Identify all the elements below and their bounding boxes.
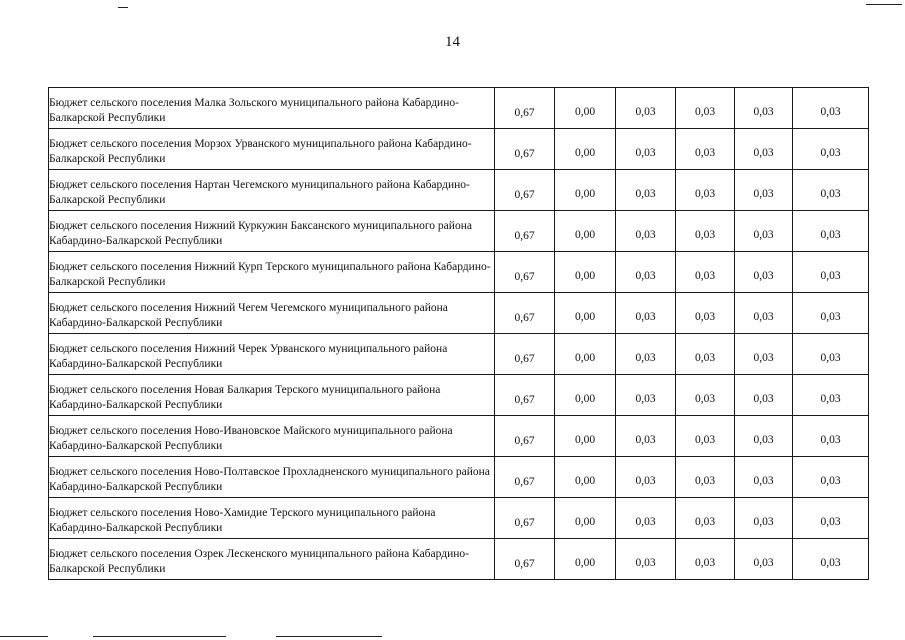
value-text: 0,03 bbox=[635, 311, 656, 323]
value-text: 0,67 bbox=[514, 352, 535, 365]
value-text: 0,67 bbox=[514, 311, 535, 324]
budget-name-cell bbox=[49, 88, 495, 129]
budget-name: Бюджет сельского поселения Морзох Урванского муниципального района Кабардино-Балкарской Республики bbox=[49, 137, 472, 165]
value-text: 0,00 bbox=[574, 188, 596, 200]
value-cell bbox=[735, 170, 793, 211]
value-text: 0,03 bbox=[635, 516, 656, 528]
value-cell bbox=[616, 129, 676, 170]
value-text: 0,67 bbox=[514, 270, 535, 283]
value-cell bbox=[676, 170, 735, 211]
budget-name-cell bbox=[49, 129, 495, 170]
value-text: 0,67 bbox=[514, 106, 535, 119]
value-text: 0,03 bbox=[753, 352, 774, 364]
value-text: 0,03 bbox=[820, 311, 841, 323]
value-cell bbox=[495, 211, 555, 252]
budget-name-cell bbox=[49, 457, 495, 498]
table-row bbox=[49, 334, 869, 375]
value-text: 0,00 bbox=[574, 352, 596, 364]
value-cell bbox=[735, 129, 793, 170]
value-cell bbox=[555, 129, 616, 170]
value-cell bbox=[495, 129, 555, 170]
value-cell bbox=[793, 457, 869, 498]
value-cell bbox=[616, 293, 676, 334]
value-cell bbox=[676, 88, 735, 129]
value-cell bbox=[495, 88, 555, 129]
table-row bbox=[49, 252, 869, 293]
value-text: 0,03 bbox=[820, 147, 841, 159]
value-cell bbox=[793, 334, 869, 375]
value-text: 0,03 bbox=[635, 270, 656, 282]
value-cell bbox=[495, 539, 555, 580]
table-row bbox=[49, 293, 869, 334]
value-cell bbox=[495, 293, 555, 334]
budget-name-cell bbox=[49, 211, 495, 252]
value-cell bbox=[735, 457, 793, 498]
value-cell bbox=[495, 334, 555, 375]
value-cell bbox=[495, 416, 555, 457]
budget-name-cell bbox=[49, 170, 495, 211]
value-text: 0,03 bbox=[820, 352, 841, 364]
value-cell bbox=[735, 334, 793, 375]
value-cell bbox=[793, 416, 869, 457]
table-row bbox=[49, 129, 869, 170]
value-text: 0,03 bbox=[820, 475, 841, 487]
value-cell bbox=[735, 211, 793, 252]
value-text: 0,03 bbox=[820, 393, 841, 405]
value-cell bbox=[735, 498, 793, 539]
value-text: 0,03 bbox=[694, 352, 716, 364]
budget-name: Бюджет сельского поселения Нижний Куркужин Баксанского муниципального района Кабардино-Балкарской Республики bbox=[49, 219, 472, 247]
value-cell bbox=[735, 416, 793, 457]
table-row bbox=[49, 498, 869, 539]
value-text: 0,03 bbox=[694, 434, 716, 446]
value-cell bbox=[495, 170, 555, 211]
budget-allocation-table bbox=[48, 87, 869, 580]
value-cell bbox=[793, 170, 869, 211]
value-cell bbox=[793, 88, 869, 129]
value-cell bbox=[555, 539, 616, 580]
budget-name: Бюджет сельского поселения Нартан Чегемского муниципального района Кабардино-Балкарской Республики bbox=[49, 178, 470, 206]
value-text: 0,03 bbox=[753, 311, 774, 323]
budget-name-cell bbox=[49, 375, 495, 416]
budget-name-cell bbox=[49, 416, 495, 457]
value-text: 0,00 bbox=[574, 516, 596, 528]
budget-name-cell bbox=[49, 252, 495, 293]
value-cell bbox=[616, 334, 676, 375]
value-text: 0,03 bbox=[694, 393, 716, 405]
value-text: 0,00 bbox=[574, 434, 596, 446]
value-text: 0,03 bbox=[753, 434, 774, 446]
value-cell bbox=[793, 375, 869, 416]
value-cell bbox=[616, 88, 676, 129]
value-cell bbox=[555, 170, 616, 211]
value-text: 0,03 bbox=[635, 475, 656, 487]
value-cell bbox=[793, 293, 869, 334]
budget-name: Бюджет сельского поселения Нижний Курп Терского муниципального района Кабардино-Балкарской Республики bbox=[49, 260, 491, 288]
value-text: 0,03 bbox=[635, 352, 656, 364]
budget-name: Бюджет сельского поселения Нижний Черек Урванского муниципального района Кабардино-Балкарской Республики bbox=[49, 342, 448, 370]
value-cell bbox=[676, 334, 735, 375]
value-text: 0,03 bbox=[694, 229, 716, 241]
value-text: 0,03 bbox=[753, 188, 774, 200]
value-cell bbox=[676, 375, 735, 416]
value-cell bbox=[676, 539, 735, 580]
page-number: 14 bbox=[445, 34, 460, 50]
value-cell bbox=[555, 416, 616, 457]
value-text: 0,03 bbox=[820, 106, 841, 118]
value-text: 0,00 bbox=[574, 229, 596, 241]
value-cell bbox=[676, 211, 735, 252]
value-text: 0,03 bbox=[753, 106, 774, 118]
table-row bbox=[49, 88, 869, 129]
value-text: 0,03 bbox=[694, 270, 716, 282]
value-text: 0,03 bbox=[753, 516, 774, 528]
budget-name-cell bbox=[49, 498, 495, 539]
value-text: 0,03 bbox=[820, 270, 841, 282]
value-cell bbox=[555, 293, 616, 334]
value-cell bbox=[555, 375, 616, 416]
value-text: 0,67 bbox=[514, 475, 535, 488]
budget-name: Бюджет сельского поселения Ново-Полтавское Прохладненского муниципального района Кабардино-Балкарской Республики bbox=[49, 465, 490, 493]
value-cell bbox=[555, 211, 616, 252]
value-text: 0,00 bbox=[574, 475, 596, 487]
value-text: 0,03 bbox=[635, 557, 656, 569]
value-text: 0,67 bbox=[514, 229, 535, 242]
value-text: 0,03 bbox=[635, 106, 656, 118]
value-text: 0,03 bbox=[820, 188, 841, 200]
value-text: 0,00 bbox=[574, 393, 596, 405]
table-row bbox=[49, 457, 869, 498]
value-cell bbox=[793, 211, 869, 252]
value-cell bbox=[495, 457, 555, 498]
value-cell bbox=[676, 457, 735, 498]
value-text: 0,67 bbox=[514, 393, 535, 406]
value-cell bbox=[676, 293, 735, 334]
scan-mark-bottom-left bbox=[0, 636, 48, 637]
value-cell bbox=[616, 375, 676, 416]
table-row bbox=[49, 416, 869, 457]
value-cell bbox=[616, 457, 676, 498]
value-cell bbox=[793, 539, 869, 580]
table-row bbox=[49, 375, 869, 416]
value-text: 0,00 bbox=[574, 270, 596, 282]
value-cell bbox=[616, 416, 676, 457]
value-text: 0,03 bbox=[635, 229, 656, 241]
budget-name-cell bbox=[49, 539, 495, 580]
value-text: 0,00 bbox=[574, 147, 596, 159]
value-text: 0,03 bbox=[820, 557, 841, 569]
value-cell bbox=[735, 293, 793, 334]
value-text: 0,00 bbox=[574, 106, 596, 118]
table-row bbox=[49, 211, 869, 252]
value-cell bbox=[555, 334, 616, 375]
value-cell bbox=[495, 375, 555, 416]
value-cell bbox=[793, 498, 869, 539]
value-cell bbox=[616, 539, 676, 580]
value-cell bbox=[735, 375, 793, 416]
table-body bbox=[49, 88, 869, 580]
value-text: 0,03 bbox=[635, 188, 656, 200]
budget-name: Бюджет сельского поселения Ново-Ивановское Майского муниципального района Кабардино-Балкарской Республики bbox=[49, 424, 453, 452]
budget-name: Бюджет сельского поселения Озрек Лескенского муниципального района Кабардино-Балкарской Республики bbox=[49, 547, 469, 575]
value-cell bbox=[616, 252, 676, 293]
value-cell bbox=[616, 498, 676, 539]
value-cell bbox=[735, 88, 793, 129]
value-text: 0,03 bbox=[753, 393, 774, 405]
value-cell bbox=[735, 539, 793, 580]
value-text: 0,03 bbox=[753, 229, 774, 241]
value-cell bbox=[616, 170, 676, 211]
budget-name: Бюджет сельского поселения Новая Балкария Терского муниципального района Кабардино-Балкарской Республики bbox=[49, 383, 441, 411]
value-text: 0,03 bbox=[635, 434, 656, 446]
value-cell bbox=[555, 457, 616, 498]
value-text: 0,03 bbox=[635, 147, 656, 159]
budget-name: Бюджет сельского поселения Ново-Хамидие Терского муниципального района Кабардино-Балкарской Республики bbox=[49, 506, 436, 534]
value-text: 0,03 bbox=[753, 557, 774, 569]
value-cell bbox=[495, 498, 555, 539]
value-text: 0,67 bbox=[514, 147, 535, 160]
value-cell bbox=[676, 252, 735, 293]
value-cell bbox=[735, 252, 793, 293]
value-text: 0,03 bbox=[753, 475, 774, 487]
value-text: 0,67 bbox=[514, 557, 535, 570]
value-text: 0,03 bbox=[820, 516, 841, 528]
value-text: 0,03 bbox=[694, 106, 716, 118]
value-cell bbox=[676, 416, 735, 457]
scan-mark-bottom-center bbox=[93, 636, 226, 637]
value-text: 0,03 bbox=[753, 147, 774, 159]
value-cell bbox=[555, 498, 616, 539]
scan-mark-top-left bbox=[118, 7, 128, 8]
budget-name: Бюджет сельского поселения Малка Зольского муниципального района Кабардино-Балкарской Республики bbox=[49, 96, 459, 124]
value-text: 0,03 bbox=[694, 475, 716, 487]
scan-mark-bottom-right bbox=[276, 636, 382, 637]
value-text: 0,00 bbox=[574, 557, 596, 569]
value-cell bbox=[793, 252, 869, 293]
budget-name-cell bbox=[49, 293, 495, 334]
value-cell bbox=[495, 252, 555, 293]
scan-mark-top-right bbox=[866, 4, 902, 5]
value-cell bbox=[676, 129, 735, 170]
value-cell bbox=[616, 211, 676, 252]
table-row bbox=[49, 170, 869, 211]
value-text: 0,03 bbox=[694, 516, 716, 528]
value-cell bbox=[555, 252, 616, 293]
value-text: 0,03 bbox=[820, 434, 841, 446]
table-row bbox=[49, 539, 869, 580]
value-text: 0,00 bbox=[574, 311, 596, 323]
value-text: 0,67 bbox=[514, 188, 535, 201]
budget-name-cell bbox=[49, 334, 495, 375]
value-text: 0,03 bbox=[694, 557, 716, 569]
budget-name: Бюджет сельского поселения Нижний Чегем Чегемского муниципального района Кабардино-Балкарской Республики bbox=[49, 301, 448, 329]
value-text: 0,03 bbox=[694, 311, 716, 323]
value-text: 0,03 bbox=[753, 270, 774, 282]
value-cell bbox=[555, 88, 616, 129]
value-cell bbox=[676, 498, 735, 539]
value-text: 0,67 bbox=[514, 434, 535, 447]
value-cell bbox=[793, 129, 869, 170]
value-text: 0,03 bbox=[694, 188, 716, 200]
value-text: 0,03 bbox=[635, 393, 656, 405]
value-text: 0,03 bbox=[694, 147, 716, 159]
value-text: 0,67 bbox=[514, 516, 535, 529]
value-text: 0,03 bbox=[820, 229, 841, 241]
